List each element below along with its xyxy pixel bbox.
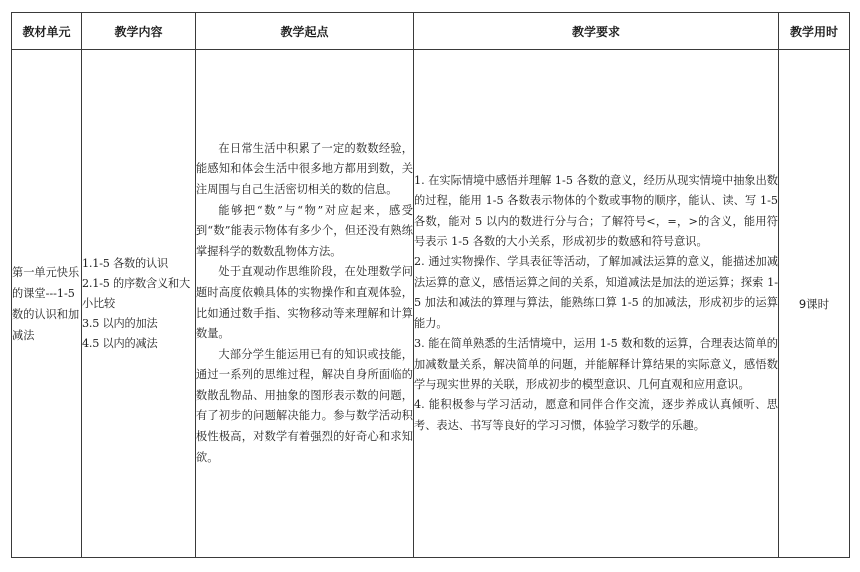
requirement-paragraph: 3. 能在简单熟悉的生活情境中，运用 1-5 数和数的运算，合理表达简单的加减数量关系，解决简单的问题，并能解释计算结果的实际意义，感悟数学与现实世界的关联，形成初步的模型意识、几何直观和应用意识。 bbox=[414, 337, 778, 391]
teaching-plan-table bbox=[11, 12, 850, 558]
content-list bbox=[82, 254, 195, 354]
starting-point-paragraph: 处于直观动作思维阶段，在处理数学问题时高度依赖具体的实物操作和直观体验，比如通过数手指、实物移动等来理解和计算数量。 bbox=[196, 265, 413, 341]
starting-point-paragraph: 在日常生活中积累了一定的数数经验，能感知和体会生活中很多地方都用到数，关注周围与自己生活密切相关的数的信息。 bbox=[196, 141, 413, 196]
requirements-cell bbox=[414, 50, 779, 558]
content-item: 1.1-5 各数的认识 bbox=[82, 256, 168, 270]
content-item: 4.5 以内的减法 bbox=[82, 336, 158, 350]
requirement-paragraph: 4. 能积极参与学习活动，愿意和同伴合作交流，逐步养成认真倾听、思考、表达、书写等良好的学习习惯，体验学习数学的乐趣。 bbox=[414, 398, 778, 432]
content-item: 2.1-5 的序数含义和大小比较 bbox=[82, 276, 190, 310]
requirement-paragraph: 1. 在实际情境中感悟并理解 1-5 各数的意义，经历从现实情境中抽象出数的过程，能用 1-5 各数表示物体的个数或事物的顺序，能认、读、写 1-5 各数，能对 5 以内的数进行分与合；了解符号<，=，>的含义，能用符号表示 1-5 各数的大小关系，形成初步的数感和符号意识。 bbox=[414, 173, 778, 249]
header-unit: 教材单元 bbox=[12, 13, 82, 50]
unit-cell: 第一单元快乐的课堂---1-5数的认识和加减法 bbox=[12, 50, 82, 558]
requirement-paragraph: 2. 通过实物操作、学具表征等活动，了解加减法运算的意义，能描述加减法运算的意义，感悟运算之间的关系，知道减法是加法的逆运算；探索 1-5 加法和减法的算理与算法，能熟练口算 1-5 的加减法，形成初步的运算能力。 bbox=[414, 255, 778, 330]
table-row bbox=[12, 50, 850, 558]
header-hours: 教学用时 bbox=[779, 13, 850, 50]
content-item: 3.5 以内的加法 bbox=[82, 316, 158, 330]
starting-point-cell bbox=[196, 50, 414, 558]
starting-point-paragraph: 大部分学生能运用已有的知识或技能，通过一系列的思维过程，解决自身所面临的数散乱物品、用抽象的图形表示数的问题，有了初步的问题解决能力。参与数学活动积极性极高，对数学有着强烈的好奇心和求知欲。 bbox=[196, 347, 413, 464]
header-row bbox=[12, 13, 850, 50]
starting-point-paragraph: 能够把“数”与“物”对应起来，感受到“数”能表示物体有多少个，但还没有熟练掌握科学的数数乱物体方法。 bbox=[196, 203, 413, 258]
header-content: 教学内容 bbox=[82, 13, 196, 50]
hours-cell: 9课时 bbox=[779, 50, 850, 558]
header-starting-point: 教学起点 bbox=[196, 13, 414, 50]
content-cell bbox=[82, 50, 196, 558]
header-requirements: 教学要求 bbox=[414, 13, 779, 50]
